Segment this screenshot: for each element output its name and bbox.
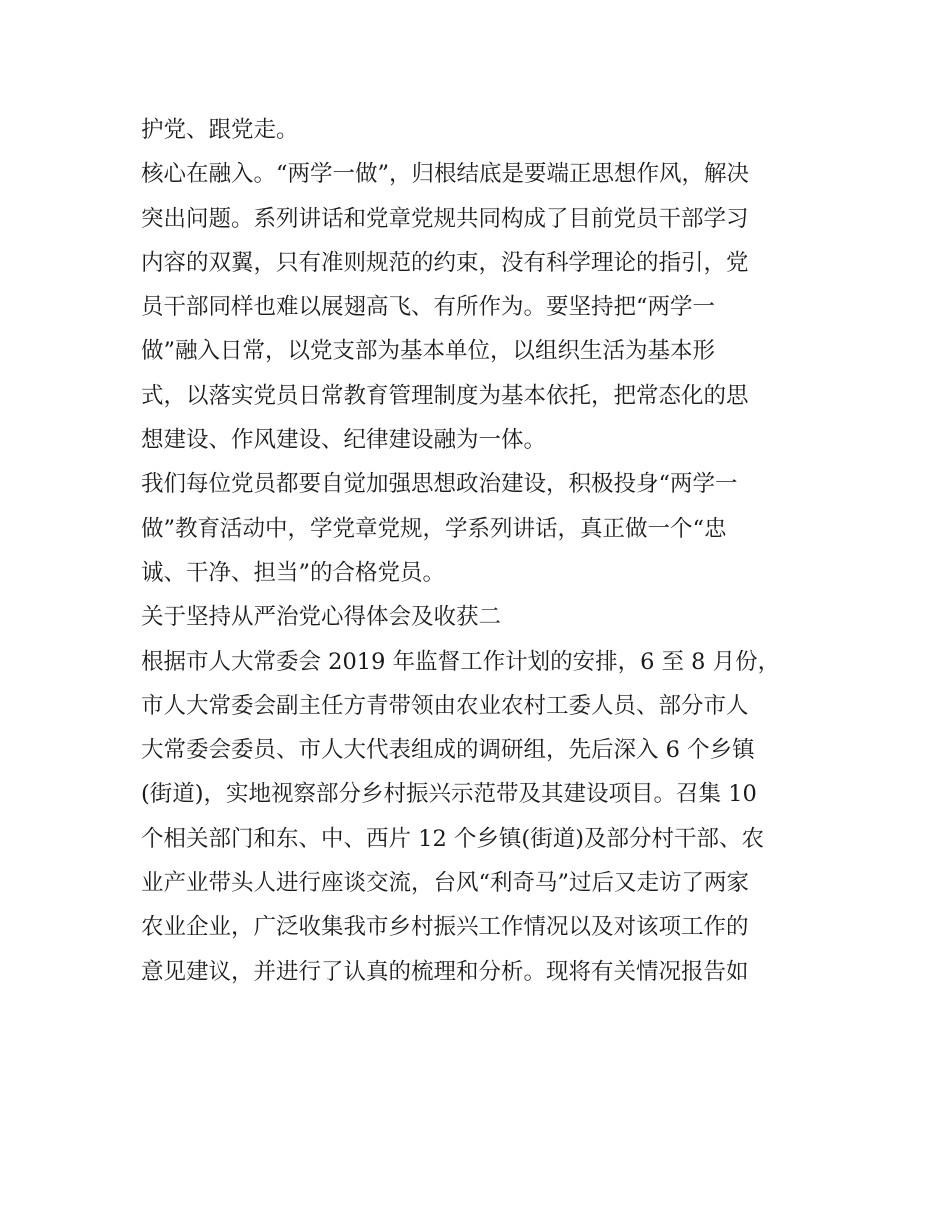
text-line: 做”教育活动中，学党章党规，学系列讲话，真正做一个“忠 <box>141 515 727 542</box>
text-line: 根据市人大常委会 2019 年监督工作计划的安排，6 至 8 月份， <box>141 648 781 675</box>
text-line: 核心在融入。“两学一做”，归根结底是要端正思想作风，解决 <box>141 161 750 188</box>
text-line: 业产业带头人进行座谈交流，台风“利奇马”过后又走访了两家 <box>141 870 750 897</box>
text-line: 我们每位党员都要自觉加强思想政治建设，积极投身“两学一 <box>141 471 738 498</box>
text-line: 农业企业，广泛收集我市乡村振兴工作情况以及对该项工作的 <box>141 914 749 941</box>
text-line: 市人大常委会副主任方青带领由农业农村工委人员、部分市人 <box>141 692 749 719</box>
text-line: (街道)，实地视察部分乡村振兴示范带及其建设项目。召集 10 <box>141 781 757 808</box>
text-line: 式，以落实党员日常教育管理制度为基本依托，把常态化的思 <box>141 382 749 409</box>
text-line: 诚、干净、担当”的合格党员。 <box>141 559 446 586</box>
document-body <box>141 108 821 994</box>
text-line: 突出问题。系列讲话和党章党规共同构成了目前党员干部学习 <box>141 205 749 232</box>
text-line: 员干部同样也难以展翅高飞、有所作为。要坚持把“两学一 <box>141 294 716 321</box>
text-line: 内容的双翼，只有准则规范的约束，没有科学理论的指引，党 <box>141 249 749 276</box>
section-heading: 关于坚持从严治党心得体会及收获二 <box>141 604 502 631</box>
text-line: 护党、跟党走。 <box>141 117 299 143</box>
text-line: 想建设、作风建设、纪律建设融为一体。 <box>141 427 547 454</box>
text-line: 个相关部门和东、中、西片 12 个乡镇(街道)及部分村干部、农 <box>141 825 764 852</box>
text-line: 意见建议，并进行了认真的梳理和分析。现将有关情况报告如 <box>141 958 749 985</box>
text-line: 大常委会委员、市人大代表组成的调研组，先后深入 6 个乡镇 <box>141 737 755 764</box>
text-line: 做”融入日常，以党支部为基本单位，以组织生活为基本形 <box>141 338 716 365</box>
